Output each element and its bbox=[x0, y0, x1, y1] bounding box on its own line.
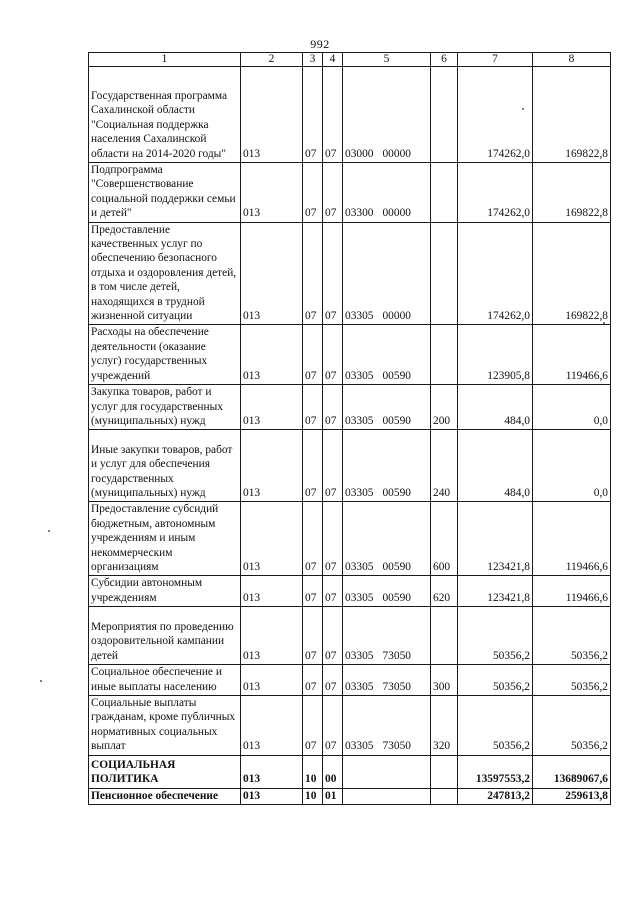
row-code-col2: 013 bbox=[241, 695, 303, 755]
row-name: Предоставление субсидий бюджетным, автономным учреждениям и иным некоммерческим организациям bbox=[89, 502, 241, 576]
column-header: 1 bbox=[89, 53, 241, 67]
target-code-program: 03305 bbox=[345, 486, 374, 499]
row-expense-type bbox=[431, 163, 458, 223]
row-amount-col7: 484,0 bbox=[458, 430, 533, 502]
row-target-code bbox=[343, 325, 431, 385]
row-amount-col7: 174262,0 bbox=[458, 163, 533, 223]
target-code-direction: 73050 bbox=[382, 649, 411, 662]
column-header: 5 bbox=[343, 53, 431, 67]
row-target-code bbox=[343, 67, 431, 163]
table-row bbox=[89, 695, 611, 755]
row-amount-col7: 174262,0 bbox=[458, 222, 533, 325]
budget-table bbox=[88, 52, 611, 805]
row-code-col4: 07 bbox=[323, 430, 343, 502]
row-amount-col7: 123905,8 bbox=[458, 325, 533, 385]
row-code-col3: 07 bbox=[303, 430, 323, 502]
table-row bbox=[89, 222, 611, 325]
row-expense-type: 200 bbox=[431, 385, 458, 430]
row-target-code bbox=[343, 665, 431, 696]
column-number-row bbox=[89, 53, 611, 67]
row-code-col2: 013 bbox=[241, 755, 303, 788]
scan-speck bbox=[603, 322, 605, 324]
scan-speck bbox=[48, 530, 50, 532]
row-expense-type: 620 bbox=[431, 576, 458, 607]
row-code-col3: 07 bbox=[303, 222, 323, 325]
row-expense-type bbox=[431, 67, 458, 163]
row-code-col4: 07 bbox=[323, 502, 343, 576]
row-code-col2: 013 bbox=[241, 788, 303, 804]
row-amount-col8: 119466,6 bbox=[533, 502, 611, 576]
target-code-program: 03305 bbox=[345, 649, 374, 662]
row-target-code bbox=[343, 695, 431, 755]
row-amount-col8: 13689067,6 bbox=[533, 755, 611, 788]
row-code-col2: 013 bbox=[241, 163, 303, 223]
row-code-col4: 00 bbox=[323, 755, 343, 788]
row-code-col2: 013 bbox=[241, 67, 303, 163]
row-expense-type bbox=[431, 325, 458, 385]
target-code-direction: 00590 bbox=[382, 486, 411, 499]
row-code-col3: 07 bbox=[303, 665, 323, 696]
row-code-col2: 013 bbox=[241, 607, 303, 665]
row-amount-col7: 484,0 bbox=[458, 385, 533, 430]
row-code-col3: 10 bbox=[303, 755, 323, 788]
row-amount-col8: 259613,8 bbox=[533, 788, 611, 804]
target-code-direction: 73050 bbox=[382, 680, 411, 693]
target-code-program: 03300 bbox=[345, 207, 374, 220]
target-code-direction: 73050 bbox=[382, 740, 411, 753]
row-code-col3: 07 bbox=[303, 607, 323, 665]
row-amount-col7: 50356,2 bbox=[458, 607, 533, 665]
target-code-program: 03000 bbox=[345, 147, 374, 160]
row-amount-col8: 0,0 bbox=[533, 385, 611, 430]
row-code-col3: 07 bbox=[303, 502, 323, 576]
row-code-col2: 013 bbox=[241, 325, 303, 385]
row-amount-col7: 13597553,2 bbox=[458, 755, 533, 788]
column-header: 3 bbox=[303, 53, 323, 67]
scan-speck bbox=[522, 108, 524, 110]
target-code-direction: 00000 bbox=[382, 310, 411, 323]
row-amount-col8: 119466,6 bbox=[533, 325, 611, 385]
row-name: Мероприятия по проведению оздоровительной кампании детей bbox=[89, 607, 241, 665]
row-code-col2: 013 bbox=[241, 502, 303, 576]
row-name: Субсидии автономным учреждениям bbox=[89, 576, 241, 607]
row-code-col4: 07 bbox=[323, 222, 343, 325]
row-code-col4: 07 bbox=[323, 385, 343, 430]
row-code-col4: 07 bbox=[323, 607, 343, 665]
table-row bbox=[89, 665, 611, 696]
row-expense-type bbox=[431, 222, 458, 325]
row-target-code bbox=[343, 755, 431, 788]
row-code-col4: 07 bbox=[323, 576, 343, 607]
row-code-col3: 10 bbox=[303, 788, 323, 804]
target-code-direction: 00000 bbox=[382, 147, 411, 160]
row-code-col3: 07 bbox=[303, 695, 323, 755]
row-expense-type bbox=[431, 607, 458, 665]
row-code-col2: 013 bbox=[241, 665, 303, 696]
target-code-program: 03305 bbox=[345, 369, 374, 382]
table-row bbox=[89, 788, 611, 804]
row-amount-col7: 123421,8 bbox=[458, 502, 533, 576]
row-name: Закупка товаров, работ и услуг для государственных (муниципальных) нужд bbox=[89, 385, 241, 430]
target-code-program: 03305 bbox=[345, 310, 374, 323]
row-amount-col8: 50356,2 bbox=[533, 695, 611, 755]
row-target-code bbox=[343, 222, 431, 325]
target-code-direction: 00590 bbox=[382, 369, 411, 382]
row-target-code bbox=[343, 502, 431, 576]
table-row bbox=[89, 755, 611, 788]
table-row bbox=[89, 325, 611, 385]
row-amount-col7: 247813,2 bbox=[458, 788, 533, 804]
row-amount-col7: 174262,0 bbox=[458, 67, 533, 163]
row-code-col3: 07 bbox=[303, 385, 323, 430]
row-amount-col8: 119466,6 bbox=[533, 576, 611, 607]
target-code-program: 03305 bbox=[345, 591, 374, 604]
row-amount-col8: 50356,2 bbox=[533, 607, 611, 665]
row-target-code bbox=[343, 607, 431, 665]
table-row bbox=[89, 67, 611, 163]
row-amount-col7: 123421,8 bbox=[458, 576, 533, 607]
row-amount-col8: 169822,8 bbox=[533, 222, 611, 325]
row-code-col4: 07 bbox=[323, 665, 343, 696]
row-name: СОЦИАЛЬНАЯ ПОЛИТИКА bbox=[89, 755, 241, 788]
row-code-col2: 013 bbox=[241, 576, 303, 607]
row-code-col4: 07 bbox=[323, 67, 343, 163]
row-name: Пенсионное обеспечение bbox=[89, 788, 241, 804]
row-code-col4: 01 bbox=[323, 788, 343, 804]
column-header: 4 bbox=[323, 53, 343, 67]
column-header: 6 bbox=[431, 53, 458, 67]
row-expense-type: 600 bbox=[431, 502, 458, 576]
target-code-direction: 00000 bbox=[382, 207, 411, 220]
row-code-col3: 07 bbox=[303, 325, 323, 385]
row-code-col2: 013 bbox=[241, 222, 303, 325]
table-row bbox=[89, 576, 611, 607]
row-name: Подпрограмма "Совершенствование социальной поддержки семьи и детей" bbox=[89, 163, 241, 223]
target-code-direction: 00590 bbox=[382, 591, 411, 604]
row-target-code bbox=[343, 788, 431, 804]
row-name: Иные закупки товаров, работ и услуг для обеспечения государственных (муниципальных) нужд bbox=[89, 430, 241, 502]
row-code-col3: 07 bbox=[303, 576, 323, 607]
target-code-direction: 00590 bbox=[382, 560, 411, 573]
row-target-code bbox=[343, 430, 431, 502]
column-header: 2 bbox=[241, 53, 303, 67]
row-code-col2: 013 bbox=[241, 385, 303, 430]
row-amount-col8: 169822,8 bbox=[533, 163, 611, 223]
row-name: Государственная программа Сахалинской области "Социальная поддержка населения Сахалинской области на 2014-2020 годы" bbox=[89, 67, 241, 163]
row-code-col3: 07 bbox=[303, 163, 323, 223]
target-code-program: 03305 bbox=[345, 740, 374, 753]
scan-speck bbox=[40, 680, 42, 682]
column-header: 8 bbox=[533, 53, 611, 67]
row-name: Социальное обеспечение и иные выплаты населению bbox=[89, 665, 241, 696]
table-row bbox=[89, 502, 611, 576]
row-code-col2: 013 bbox=[241, 430, 303, 502]
target-code-program: 03305 bbox=[345, 680, 374, 693]
row-expense-type bbox=[431, 755, 458, 788]
row-target-code bbox=[343, 163, 431, 223]
row-name: Социальные выплаты гражданам, кроме публичных нормативных социальных выплат bbox=[89, 695, 241, 755]
row-amount-col7: 50356,2 bbox=[458, 695, 533, 755]
row-amount-col8: 0,0 bbox=[533, 430, 611, 502]
target-code-direction: 00590 bbox=[382, 414, 411, 427]
row-amount-col8: 50356,2 bbox=[533, 665, 611, 696]
row-target-code bbox=[343, 576, 431, 607]
row-expense-type: 240 bbox=[431, 430, 458, 502]
row-expense-type bbox=[431, 788, 458, 804]
row-amount-col7: 50356,2 bbox=[458, 665, 533, 696]
table-row bbox=[89, 607, 611, 665]
page-number: 992 bbox=[310, 37, 330, 51]
target-code-program: 03305 bbox=[345, 414, 374, 427]
column-header: 7 bbox=[458, 53, 533, 67]
row-code-col3: 07 bbox=[303, 67, 323, 163]
row-code-col4: 07 bbox=[323, 325, 343, 385]
row-name: Расходы на обеспечение деятельности (оказание услуг) государственных учреждений bbox=[89, 325, 241, 385]
row-expense-type: 300 bbox=[431, 665, 458, 696]
table-row bbox=[89, 385, 611, 430]
table-row bbox=[89, 430, 611, 502]
row-target-code bbox=[343, 385, 431, 430]
row-expense-type: 320 bbox=[431, 695, 458, 755]
target-code-program: 03305 bbox=[345, 560, 374, 573]
table-row bbox=[89, 163, 611, 223]
row-code-col4: 07 bbox=[323, 695, 343, 755]
row-name: Предоставление качественных услуг по обеспечению безопасного отдыха и оздоровления детей, в том числе детей, находящихся в трудной жизненной ситуации bbox=[89, 222, 241, 325]
row-amount-col8: 169822,8 bbox=[533, 67, 611, 163]
row-code-col4: 07 bbox=[323, 163, 343, 223]
